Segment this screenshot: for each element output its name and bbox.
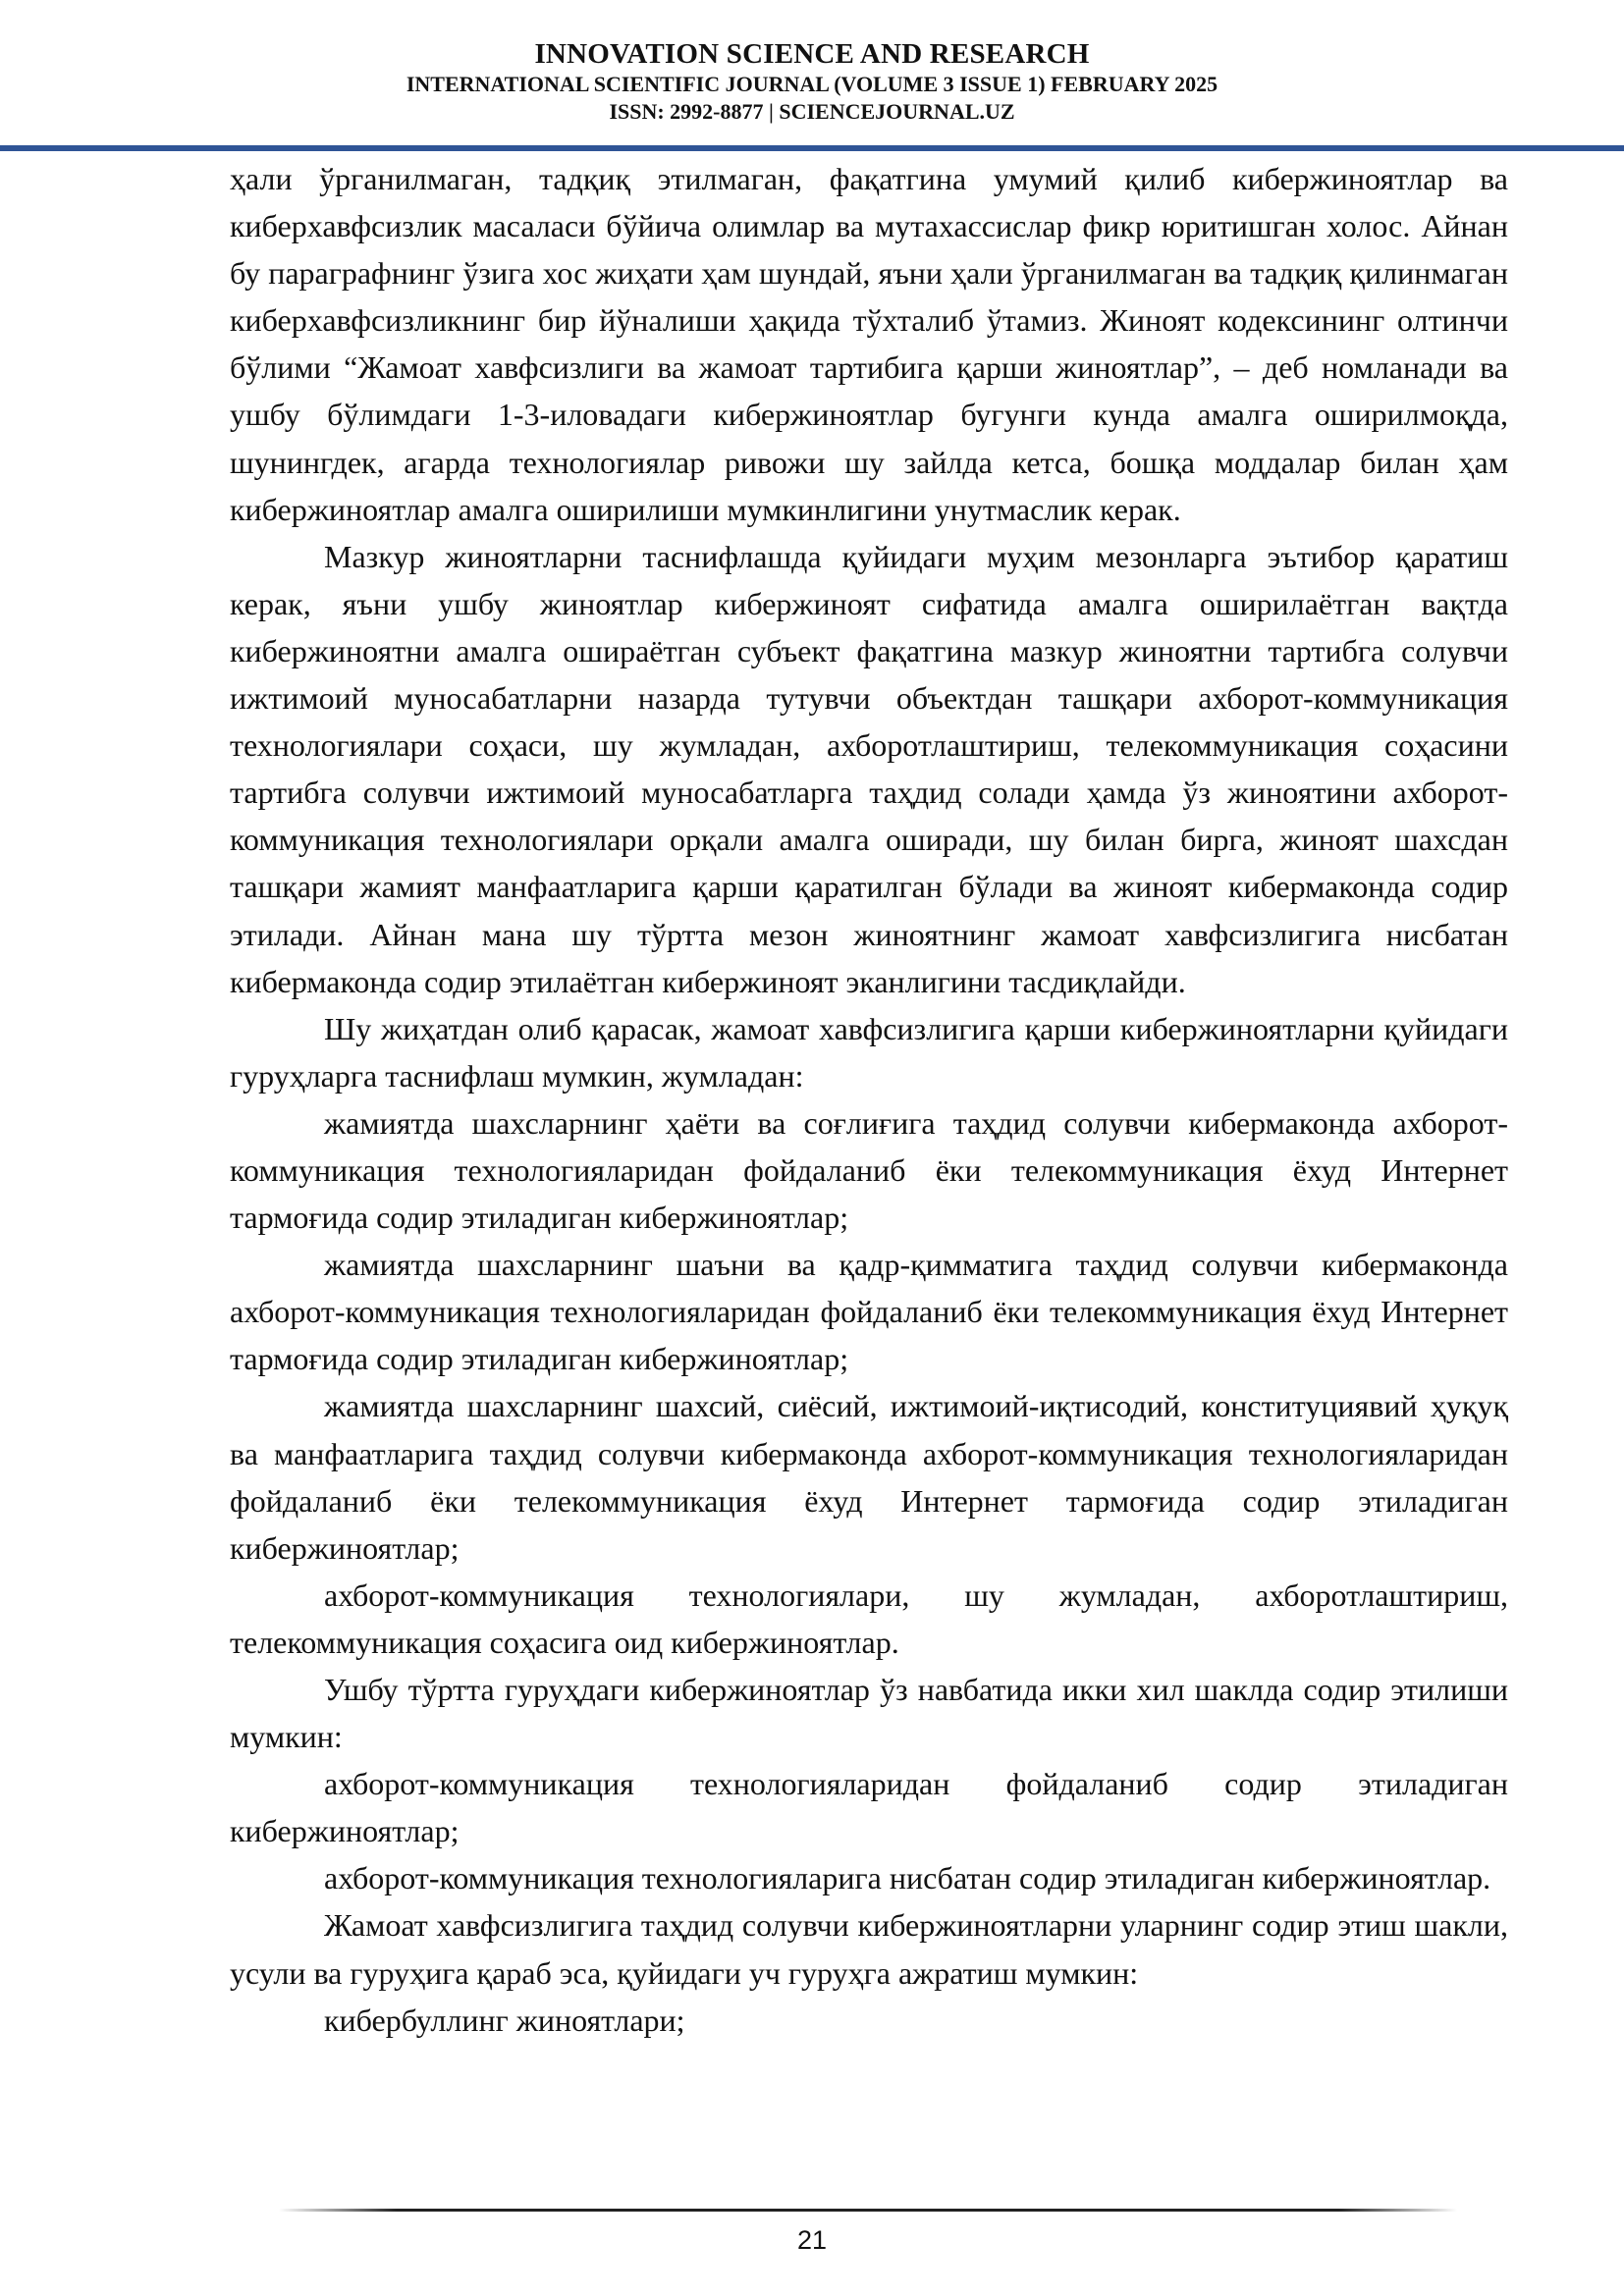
- journal-issn-site: ISSN: 2992-8877 | SCIENCEJOURNAL.UZ: [609, 99, 1015, 124]
- list-item: ахборот-коммуникация технологияларига нисбатан содир этиладиган кибержиноятлар.: [324, 1860, 1491, 1896]
- list-item: жамиятда шахсларнинг ҳаёти ва соғлиғига таҳдид солувчи кибермаконда ахборот-коммуникация технологияларидан фойдаланиб ёки телекоммуникация ёхуд Интернет тармоғида содир этиладиган кибержиноятлар;: [230, 1104, 1508, 1236]
- page-number: 21: [796, 2225, 828, 2255]
- journal-header: [0, 37, 1624, 126]
- list-item: жамиятда шахсларнинг шахсий, сиёсий, ижтимоий-иқтисодий, конституциявий ҳуқуқ ва манфаатларига таҳдид солувчи кибермаконда ахборот-коммуникация технологияларидан фойдаланиб ёки телекоммуникация ёхуд Интернет тармоғида содир этиладиган кибержиноятлар;: [230, 1388, 1508, 1566]
- list-item: кибербуллинг жиноятлари;: [324, 2002, 685, 2038]
- paragraph: Жамоат хавфсизлигига таҳдид солувчи кибержиноятларни уларнинг содир этиш шакли, усули ва гуруҳига қараб эса, қуйидаги уч гуруҳга ажратиш мумкин:: [230, 1907, 1508, 1991]
- paragraph: Шу жиҳатдан олиб қарасак, жамоат хавфсизлигига қарши кибержиноятларни қуйидаги гуруҳларга таснифлаш мумкин, жумладан:: [230, 1010, 1508, 1094]
- list-item: ахборот-коммуникация технологияларидан фойдаланиб содир этиладиган кибержиноятлар;: [230, 1766, 1508, 1849]
- journal-name: INNOVATION SCIENCE AND RESEARCH: [534, 38, 1090, 70]
- article-body: [230, 155, 1508, 2044]
- journal-issue: INTERNATIONAL SCIENTIFIC JOURNAL (VOLUME 3 ISSUE 1) FEBRUARY 2025: [406, 72, 1218, 96]
- list-item: ахборот-коммуникация технологиялари, шу жумладан, ахборотлаштириш, телекоммуникация соҳасига оид кибержиноятлар.: [230, 1576, 1508, 1660]
- list-item: жамиятда шахсларнинг шаъни ва қадр-қимматига таҳдид солувчи кибермаконда ахборот-коммуникация технологияларидан фойдаланиб ёки телекоммуникация ёхуд Интернет тармоғида содир этиладиган кибержиноятлар;: [230, 1247, 1508, 1377]
- footer-divider: [279, 2209, 1457, 2212]
- paragraph: Ушбу тўртта гуруҳдаги кибержиноятлар ўз навбатида икки хил шаклда содир этилиши мумкин:: [230, 1672, 1508, 1755]
- header-divider: [0, 145, 1624, 151]
- paragraph: Мазкур жиноятларни таснифлашда қуйидаги муҳим мезонларга эътибор қаратиш керак, яъни ушбу жиноятлар кибержиноят сифатида амалга оширилаётган вақтда кибержиноятни амалга ошираётган субъект фақатгина мазкур жиноятни тартибга солувчи ижтимоий муносабатларни назарда тутувчи объектдан ташқари ахборот-коммуникация технологиялари соҳаси, шу жумладан, ахборотлаштириш, телекоммуникация соҳасини тартибга солувчи ижтимоий муносабатларга таҳдид солади ҳамда ўз жиноятини ахборот-коммуникация технологиялари орқали амалга оширади, шу билан бирга, жиноят шахсдан ташқари жамият манфаатларига қарши қаратилган бўлади ва жиноят кибермаконда содир этилади. Айнан мана шу тўртта мезон жиноятнинг жамоат хавфсизлигига нисбатан кибермаконда содир этилаётган кибержиноят эканлигини тасдиқлайди.: [230, 538, 1508, 999]
- paragraph-continued: ҳали ўрганилмаган, тадқиқ этилмаган, фақатгина умумий қилиб кибержиноятлар ва киберхавфсизлик масаласи бўйича олимлар ва мутахассислар фикр юритишган холос. Айнан бу параграфнинг ўзига хос жиҳати ҳам шундай, яъни ҳали ўрганилмаган ва тадқиқ қилинмаган киберхавфсизликнинг бир йўналиши ҳақида тўхталиб ўтамиз. Жиноят кодексининг олтинчи бўлими “Жамоат хавфсизлиги ва жамоат тартибига қарши жиноятлар”, – деб номланади ва ушбу бўлимдаги 1-3-иловадаги кибержиноятлар бугунги кунда амалга оширилмоқда, шунингдек, агарда технологиялар ривожи шу зайлда кетса, бошқа моддалар билан ҳам кибержиноятлар амалга оширилиши мумкинлигини унутмаслик керак.: [230, 161, 1508, 527]
